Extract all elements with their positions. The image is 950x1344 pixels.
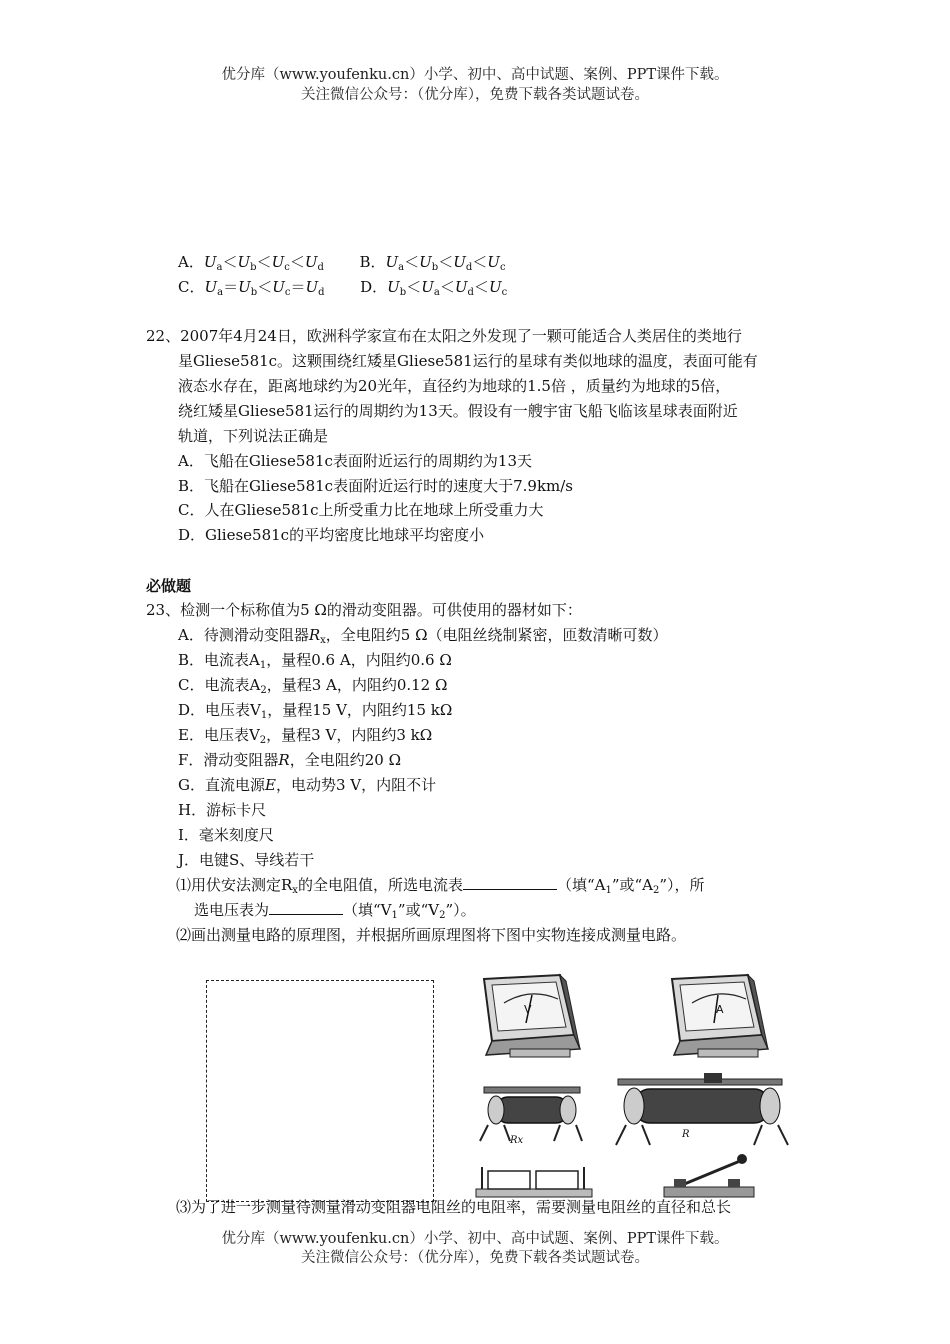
ammeter-letter: A (716, 1003, 724, 1016)
equipment-figure (470, 965, 810, 1205)
voltmeter-answer-blank[interactable] (269, 900, 343, 915)
q23-item-g: G．直流电源E，电动势3 V，内阻不计 (178, 776, 437, 794)
q22-stem-line-5: 轨道，下列说法正确是 (178, 427, 329, 445)
rx-rheostat-icon (480, 1087, 582, 1146)
battery-icon (476, 1167, 592, 1197)
ammeter-answer-blank[interactable] (463, 875, 557, 890)
q23-item-d: D．电压表$V_1$，量程15 V，内阻约15 kΩ (178, 701, 453, 721)
q23-sub2: ⑵画出测量电路的原理图，并根据所画原理图将下图中实物连接成测量电路。 (176, 926, 687, 944)
q23-stem: 23、检测一个标称值为5 Ω的滑动变阻器。可供使用的器材如下： (146, 601, 582, 619)
footer-line-1: 优分库（www.youfenku.cn）小学、初中、高中试题、案例、PPT课件下载。 (221, 1231, 729, 1247)
voltmeter-icon (484, 975, 580, 1057)
q22-stem-line-2: 星Gliese581c。这颗围绕红矮星Gliese581运行的星球有类似地球的温度，表面可能有 (178, 352, 758, 370)
circuit-drawing-area[interactable] (206, 980, 434, 1202)
q23-item-f: F．滑动变阻器R，全电阻约20 Ω (178, 751, 402, 769)
rx-label: Rx (510, 1135, 524, 1146)
q23-item-i: I．毫米刻度尺 (178, 826, 274, 844)
header-line-2: 关注微信公众号：（优分库），免费下载各类试题试卷。 (301, 87, 649, 103)
q23-item-e: E．电压表$V_2$，量程3 V，内阻约3 kΩ (178, 726, 433, 746)
q22-option-d: D．Gliese581c的平均密度比地球平均密度小 (178, 526, 485, 544)
r-label: R (682, 1129, 690, 1140)
q23-sub3: ⑶为了进一步测量待测量滑动变阻器电阻丝的电阻率，需要测量电阻丝的直径和总长 (176, 1198, 732, 1216)
section-title: 必做题 (146, 577, 192, 595)
voltmeter-letter: V (524, 1003, 532, 1016)
header-line-1: 优分库（www.youfenku.cn）小学、初中、高中试题、案例、PPT课件下载。 (221, 67, 729, 83)
q23-sub1-line1: ⑴用伏安法测定$R_x$的全电阻值，所选电流表 （填“$A_1$”或“$A_2$”），所 (176, 876, 705, 896)
q22-option-c: C．人在Gliese581c上所受重力比在地球上所受重力大 (178, 501, 544, 519)
q22-option-a: A．飞船在Gliese581c表面附近运行的周期约为13天 (178, 452, 532, 470)
switch-icon (664, 1154, 754, 1197)
q22-stem-line-4: 绕红矮星Gliese581运行的周期约为13天。假设有一艘宇宙飞船飞临该星球表面附近 (178, 402, 738, 420)
r-rheostat-icon (616, 1073, 788, 1145)
q22-stem-line-3: 液态水存在，距离地球约为20光年，直径约为地球的1.5倍 ，质量约为地球的5倍， (178, 377, 731, 395)
ammeter-icon (672, 975, 768, 1057)
q22-option-b: B．飞船在Gliese581c表面附近运行时的速度大于7.9km/s (178, 477, 574, 495)
q21-option-row-2: C．$U_a=U_b<U_c=U_d$ D．$U_b<U_a<U_d<U_c$ (178, 278, 508, 298)
footer-line-2: 关注微信公众号：（优分库），免费下载各类试题试卷。 (301, 1250, 649, 1266)
q23-item-b: B．电流表$A_1$，量程0.6 A，内阻约0.6 Ω (178, 651, 452, 671)
q23-item-h: H．游标卡尺 (178, 801, 267, 819)
q23-item-j: J．电键S、导线若干 (178, 851, 315, 869)
q23-item-c: C．电流表$A_2$，量程3 A，内阻约0.12 Ω (178, 676, 448, 696)
q23-sub1-line2: 选电压表为 （填“$V_1$”或“$V_2$”）。 (194, 901, 476, 921)
q22-stem-line-1: 22、2007年4月24日，欧洲科学家宣布在太阳之外发现了一颗可能适合人类居住的类地行 (146, 327, 742, 345)
q23-item-a: A．待测滑动变阻器$R_x$，全电阻约5 Ω（电阻丝绕制紧密，匝数清晰可数） (178, 626, 668, 646)
q21-option-row-1: A．$U_a<U_b<U_c<U_d$ B．$U_a<U_b<U_d<U_c$ (178, 253, 506, 273)
